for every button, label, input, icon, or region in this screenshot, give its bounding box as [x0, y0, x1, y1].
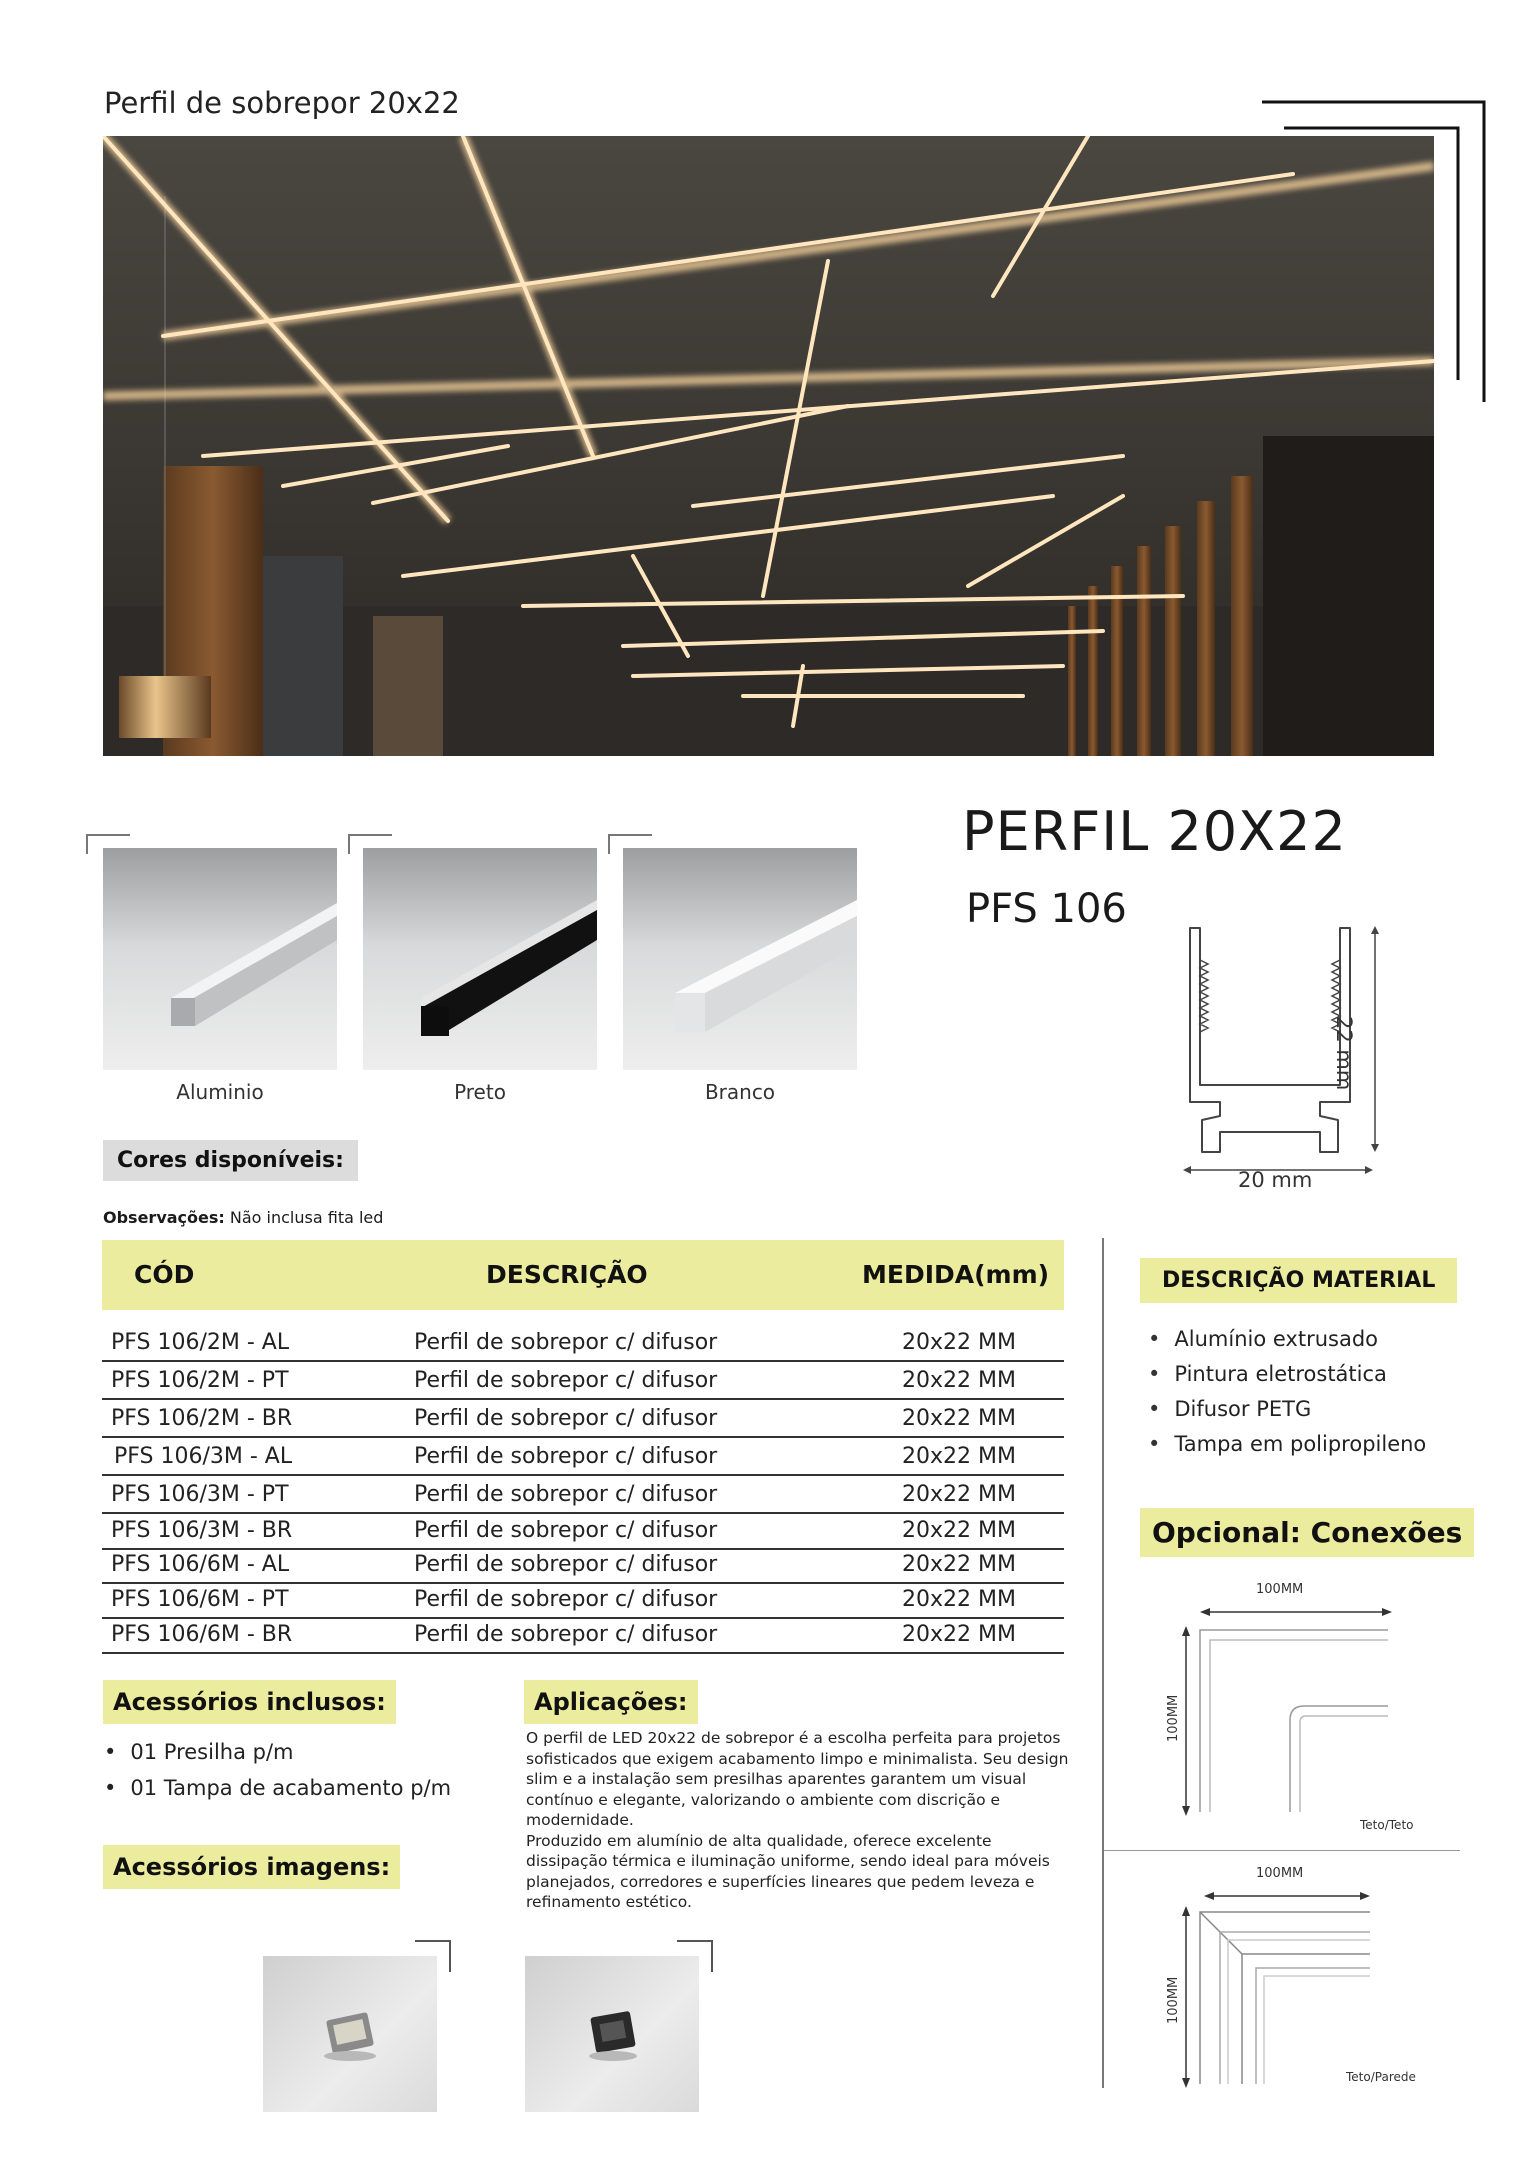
connector-height-label: 100MM — [1166, 1694, 1181, 1742]
row-description: Perfil de sobrepor c/ difusor — [414, 1482, 718, 1507]
accessories-included-heading: Acessórios inclusos: — [103, 1680, 396, 1724]
optional-heading: Opcional: Conexões — [1140, 1508, 1474, 1557]
row-description: Perfil de sobrepor c/ difusor — [414, 1518, 718, 1543]
swatch-aluminio — [103, 848, 337, 1070]
row-measure: 20x22 MM — [902, 1482, 1016, 1507]
accessory-image-endcap — [525, 1956, 699, 2112]
connector-teto-teto-drawing — [1170, 1600, 1420, 1830]
row-measure: 20x22 MM — [902, 1552, 1016, 1577]
connector-height-label: 100MM — [1166, 1976, 1181, 2024]
header-description: DESCRIÇÃO — [486, 1260, 648, 1289]
table-row — [102, 1616, 1064, 1654]
connector-width-label: 100MM — [1256, 1582, 1304, 1597]
row-code: PFS 106/3M - AL — [114, 1444, 293, 1469]
connector-name: Teto/Parede — [1346, 2070, 1416, 2084]
swatch-label-branco: Branco — [704, 1080, 776, 1104]
page-title: Perfil de sobrepor 20x22 — [104, 86, 460, 120]
applications-paragraph: Produzido em alumínio de alta qualidade, oferece excelente dissipação térmica e iluminação uniforme, sendo ideal para móveis planejados, corredores e superfícies lineares que pedem leveza e refinamento estético. — [526, 1831, 1050, 1911]
connector-divider — [1104, 1850, 1460, 1851]
material-list — [1148, 1322, 1426, 1462]
accessories-images-heading: Acessórios imagens: — [103, 1845, 400, 1889]
column-divider — [1102, 1238, 1104, 2088]
row-code: PFS 106/2M - BR — [111, 1406, 293, 1431]
accessories-included-list — [104, 1734, 451, 1806]
product-title: PERFIL 20X22 — [962, 800, 1347, 863]
material-item: • Pintura eletrostática — [1148, 1357, 1426, 1392]
connector-width-label: 100MM — [1256, 1866, 1304, 1881]
applications-paragraph: O perfil de LED 20x22 de sobrepor é a escolha perfeita para projetos sofisticados que exigem acabamento limpo e minimalista. Seu design slim e a instalação sem presilhas aparentes garantem um visual contínuo e elegante, valorizando o ambiente com discrição e modernidade. — [526, 1729, 1069, 1829]
swatch-label-aluminio: Aluminio — [176, 1080, 264, 1104]
row-measure: 20x22 MM — [902, 1330, 1016, 1355]
row-description: Perfil de sobrepor c/ difusor — [414, 1622, 718, 1647]
table-row — [102, 1400, 1064, 1438]
table-row — [102, 1362, 1064, 1400]
header-code: CÓD — [134, 1260, 195, 1289]
row-code: PFS 106/6M - BR — [111, 1622, 293, 1647]
header-measure: MEDIDA(mm) — [862, 1260, 1050, 1289]
table-row — [102, 1438, 1064, 1476]
swatch-preto — [363, 848, 597, 1070]
material-heading: DESCRIÇÃO MATERIAL — [1140, 1258, 1457, 1303]
row-description: Perfil de sobrepor c/ difusor — [414, 1406, 718, 1431]
material-item: • Tampa em polipropileno — [1148, 1427, 1426, 1462]
row-description: Perfil de sobrepor c/ difusor — [414, 1444, 718, 1469]
row-measure: 20x22 MM — [902, 1444, 1016, 1469]
row-code: PFS 106/2M - PT — [111, 1368, 289, 1393]
accessory-item: • 01 Presilha p/m — [104, 1734, 451, 1770]
table-row — [102, 1324, 1064, 1362]
colors-heading: Cores disponíveis: — [103, 1140, 358, 1181]
row-code: PFS 106/3M - BR — [111, 1518, 293, 1543]
table-row — [102, 1512, 1064, 1550]
row-measure: 20x22 MM — [902, 1518, 1016, 1543]
material-item: • Difusor PETG — [1148, 1392, 1426, 1427]
table-row — [102, 1476, 1064, 1514]
observations-text: Não inclusa fita led — [229, 1208, 384, 1227]
profile-diagram — [1180, 920, 1410, 1205]
row-measure: 20x22 MM — [902, 1587, 1016, 1612]
row-description: Perfil de sobrepor c/ difusor — [414, 1368, 718, 1393]
applications-text — [526, 1728, 1074, 1913]
connector-name: Teto/Teto — [1360, 1818, 1414, 1832]
product-code: PFS 106 — [966, 886, 1127, 932]
accessory-image-clip — [263, 1956, 437, 2112]
row-description: Perfil de sobrepor c/ difusor — [414, 1587, 718, 1612]
row-measure: 20x22 MM — [902, 1406, 1016, 1431]
table-row — [102, 1581, 1064, 1619]
row-measure: 20x22 MM — [902, 1368, 1016, 1393]
width-label: 20 mm — [1238, 1168, 1313, 1192]
observations-label: Observações: — [103, 1208, 225, 1227]
material-item: • Alumínio extrusado — [1148, 1322, 1426, 1357]
row-code: PFS 106/2M - AL — [111, 1330, 290, 1355]
hero-image — [103, 136, 1434, 756]
accessory-item: • 01 Tampa de acabamento p/m — [104, 1770, 451, 1806]
row-code: PFS 106/6M - PT — [111, 1587, 289, 1612]
height-label: 22 mm — [1332, 1016, 1356, 1091]
row-code: PFS 106/6M - AL — [111, 1552, 290, 1577]
row-description: Perfil de sobrepor c/ difusor — [414, 1330, 718, 1355]
applications-heading: Aplicações: — [524, 1680, 698, 1724]
row-description: Perfil de sobrepor c/ difusor — [414, 1552, 718, 1577]
connector-teto-parede-drawing — [1170, 1884, 1420, 2094]
observations — [103, 1208, 383, 1227]
table-row — [102, 1546, 1064, 1584]
swatch-branco — [623, 848, 857, 1070]
swatch-label-preto: Preto — [454, 1080, 506, 1104]
row-measure: 20x22 MM — [902, 1622, 1016, 1647]
row-code: PFS 106/3M - PT — [111, 1482, 289, 1507]
